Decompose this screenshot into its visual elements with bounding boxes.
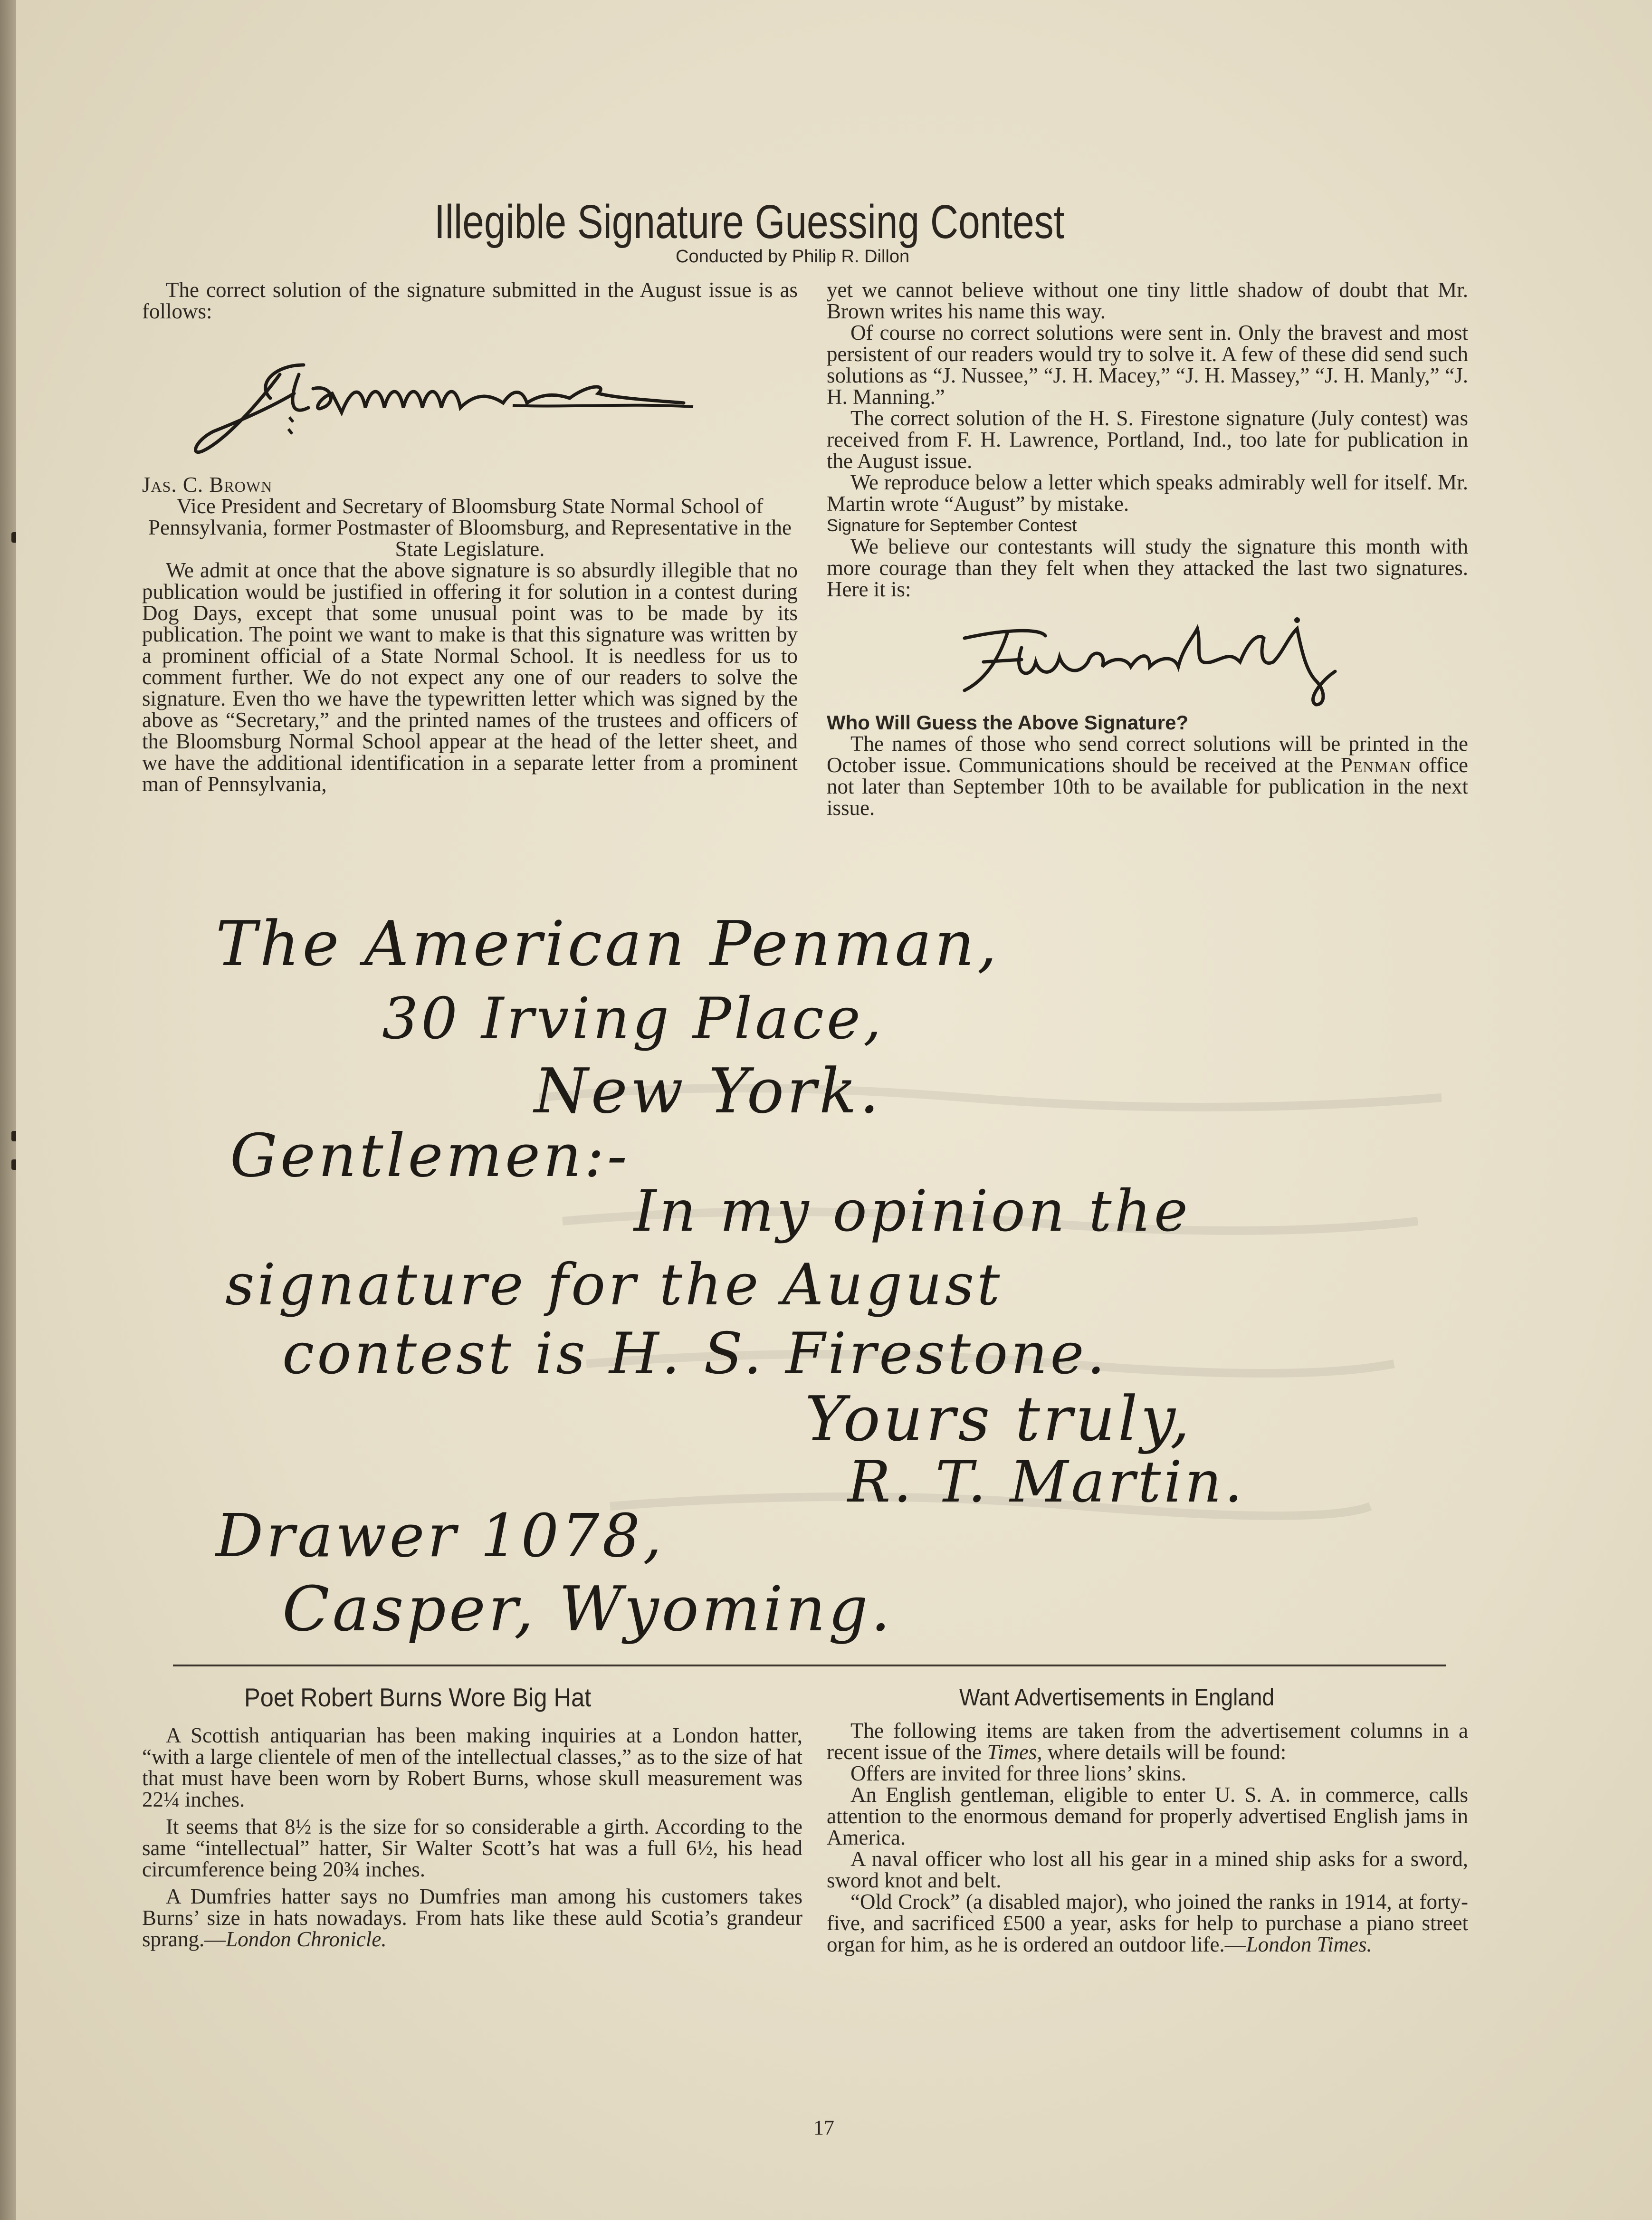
- article-paragraph: [827, 1720, 1468, 1763]
- september-heading: Signature for September Contest: [827, 516, 1077, 535]
- letter-line: In my opinion the: [634, 1178, 1191, 1244]
- section-divider: [173, 1665, 1446, 1666]
- letter-line: signature for the August: [225, 1252, 1003, 1318]
- burns-article: [142, 1725, 802, 1950]
- burns-heading: Poet Robert Burns Wore Big Hat: [244, 1683, 592, 1712]
- text-span: The following items are taken from the advertisement columns in a recent issue of the: [827, 1719, 1468, 1764]
- contest-paragraph: The correct solution of the H. S. Firestone signature (July contest) was received from F. H. Lawrence, Portland, Ind., too late for publication in the August issue.: [827, 406, 1468, 473]
- text-span: where details will be found:: [1042, 1740, 1287, 1764]
- article-paragraph: [142, 1886, 802, 1950]
- letter-line: Casper, Wyoming.: [282, 1573, 893, 1645]
- letter-line: Gentlemen:-: [230, 1121, 630, 1190]
- contest-paragraph: We believe our contestants will study the signature this month with more courage than they felt when they attacked the last two signatures. Here it is:: [827, 535, 1468, 601]
- article-paragraph: A Scottish antiquarian has been making inquiries at a London hatter, “with a large clientele of men of the intellectual classes,” as to the size of hat that must have been worn by Robert Burns, whose skull measurement was 22¼ inches.: [142, 1723, 802, 1811]
- letter-line: R. T. Martin.: [848, 1449, 1246, 1515]
- august-signature-image: [180, 346, 798, 465]
- right-column: [827, 279, 1468, 819]
- contest-intro: The correct solution of the signature submitted in the August issue is as follows:: [142, 278, 798, 323]
- signature-name: Jas. C. Brown: [142, 473, 273, 497]
- question-heading: Who Will Guess the Above Signature?: [827, 711, 1189, 734]
- letter-line: Yours truly,: [805, 1383, 1193, 1455]
- penman-name: Penman: [1340, 753, 1412, 777]
- text-span: “Old Crock” (a disabled major), who joined the ranks in 1914, at forty-five, and sacrificed £500 a year, asks for help to purchase a piano street organ for him, as he is ordered an outdoor life.—: [827, 1890, 1468, 1956]
- ads-article: [827, 1720, 1468, 1955]
- byline: Conducted by Philip R. Dillon: [676, 247, 910, 267]
- source-credit: London Times.: [1246, 1933, 1372, 1956]
- letter-line: New York.: [534, 1055, 882, 1127]
- article-paragraph: Offers are invited for three lions’ skins.: [850, 1761, 1186, 1785]
- contest-paragraph: [827, 733, 1468, 819]
- article-paragraph: [827, 1891, 1468, 1955]
- letter-line: 30 Irving Place,: [382, 986, 885, 1052]
- page-title: Illegible Signature Guessing Contest: [434, 195, 1065, 249]
- letter-line: The American Penman,: [216, 908, 1000, 980]
- article-paragraph: It seems that 8½ is the size for so considerable a girth. According to the same “intellectual” hatter, Sir Walter Scott’s hat was a full 6½, his head circumference being 20¾ inches.: [142, 1815, 802, 1881]
- article-paragraph: An English gentleman, eligible to enter U. S. A. in commerce, calls attention to the enormous demand for properly advertised English jams in America.: [827, 1783, 1468, 1849]
- magazine-page: [16, 0, 1652, 2220]
- times-name: Times,: [987, 1740, 1042, 1764]
- letter-line: Drawer 1078,: [216, 1502, 665, 1570]
- text-span: A Dumfries hatter says no Dumfries man among his customers takes Burns’ size in hats nowadays. From hats like these auld Scotia’s grandeur sprang.—: [142, 1885, 802, 1951]
- contest-paragraph: We reproduce below a letter which speaks admirably well for itself. Mr. Martin wrote “August” by mistake.: [827, 470, 1468, 516]
- contest-paragraph: Of course no correct solutions were sent in. Only the bravest and most persistent of our readers would try to solve it. A few of these did send such solutions as “J. Nussee,” “J. H. Macey,” “J. H. Massey,” “J. H. Manly,” “J. H. Manning.”: [827, 321, 1468, 409]
- signature-caption: Vice President and Secretary of Bloomsburg State Normal School of Pennsylvania, former Postmaster of Bloomsburg, and Representative in the State Legislature.: [148, 494, 792, 561]
- ads-heading: Want Advertisements in England: [959, 1684, 1275, 1711]
- september-signature-image: [936, 610, 1468, 709]
- text-span: The names of those who send correct solutions will be printed in the October issue. Communications should be received at the: [827, 732, 1468, 777]
- text-span: office not later than September 10th to be available for publication in the next issue.: [827, 753, 1468, 820]
- letter-line: contest is H. S. Firestone.: [282, 1321, 1108, 1387]
- contest-paragraph: We admit at once that the above signature is so absurdly illegible that no publication would be justified in offering it for solution in a contest during Dog Days, except that some unusual point was to be made by its publication. The point we want to make is that this signature was written by a prominent official of a State Normal School. It is needless for us to comment further. We do not expect any one of our readers to solve the signature. Even tho we have the typewritten letter which was signed by the above as “Secretary,” and the printed names of the trustees and officers of the Bloomsburg Normal School appear at the head of the letter sheet, and we have the additional identification in a separate letter from a prominent man of Pennsylvania,: [142, 558, 798, 796]
- contest-paragraph: yet we cannot believe without one tiny little shadow of doubt that Mr. Brown writes his name this way.: [827, 278, 1468, 323]
- source-credit: London Chronicle.: [226, 1927, 387, 1951]
- article-paragraph: A naval officer who lost all his gear in a mined ship asks for a sword, sword knot and belt.: [827, 1847, 1468, 1892]
- left-column: [142, 279, 798, 795]
- page-number: 17: [813, 2116, 834, 2139]
